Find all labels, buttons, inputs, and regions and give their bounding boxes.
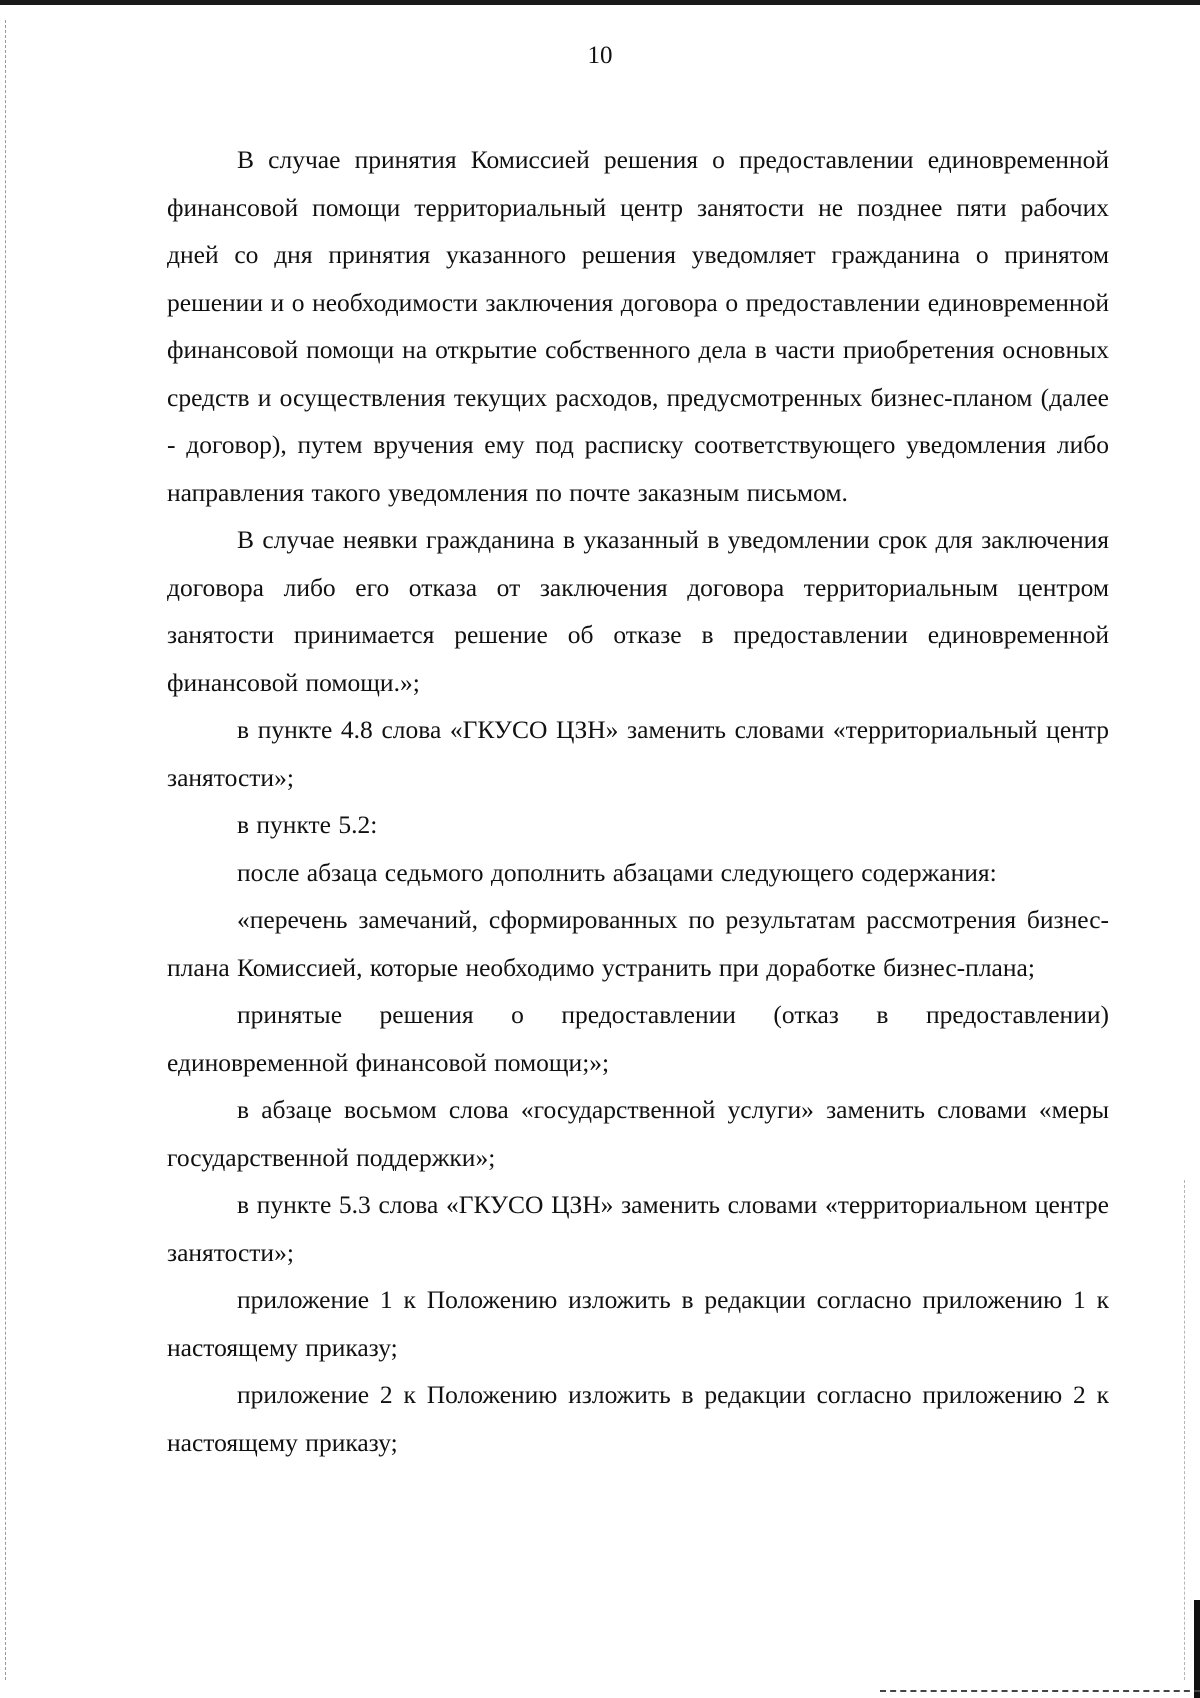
paragraph-decisions-made: принятые решения о предоставлении (отказ в предоставлении) единовременной финансовой помощи;»; (167, 1000, 1109, 1077)
scan-bottom-edge (880, 1690, 1200, 1692)
page-number: 10 (587, 42, 613, 69)
paragraph-remarks-list: «перечень замечаний, сформированных по результатам рассмотрения бизнес-плана Комиссией, которые необходимо устранить при доработке бизнес-плана; (167, 905, 1109, 982)
paragraph-non-appearance: В случае неявки гражданина в указанный в уведомлении срок для заключения договора либо его отказа от заключения договора территориальным центром занятости принимается решение об отказе в предоставлении единовременной финансовой помощи.»; (167, 525, 1109, 697)
scan-top-edge (0, 0, 1200, 5)
scan-right-bar (1194, 1600, 1200, 1698)
scan-left-edge (5, 20, 7, 1680)
scan-right-edge (1184, 1180, 1186, 1680)
paragraph-eighth-abzac: в абзаце восьмом слова «государственной услуги» заменить словами «меры государственной поддержки»; (167, 1095, 1109, 1172)
paragraph-appendix-2: приложение 2 к Положению изложить в редакции согласно приложению 2 к настоящему приказу; (167, 1380, 1109, 1457)
paragraph-clause-4-8: в пункте 4.8 слова «ГКУСО ЦЗН» заменить словами «территориальный центр занятости»; (167, 715, 1109, 792)
paragraph-clause-5-3: в пункте 5.3 слова «ГКУСО ЦЗН» заменить словами «территориальном центре занятости»; (167, 1190, 1109, 1267)
paragraph-add-after-seventh: после абзаца седьмого дополнить абзацами следующего содержания: (237, 857, 997, 887)
paragraph-commission-decision: В случае принятия Комиссией решения о предоставлении единовременной финансовой помощи территориальный центр занятости не позднее пяти рабочих дней со дня принятия указанного решения уведомляет гражданина о принятом решении и о необходимости заключения договора о предоставлении единовременной финансовой помощи на открытие собственного дела в части приобретения основных средств и осуществления текущих расходов, предусмотренных бизнес-планом (далее - договор), путем вручения ему под расписку соответствующего уведомления либо направления такого уведомления по почте заказным письмом. (167, 145, 1109, 507)
document-body (167, 136, 1109, 1466)
paragraph-appendix-1: приложение 1 к Положению изложить в редакции согласно приложению 1 к настоящему приказу; (167, 1285, 1109, 1362)
paragraph-clause-5-2: в пункте 5.2: (237, 810, 378, 839)
